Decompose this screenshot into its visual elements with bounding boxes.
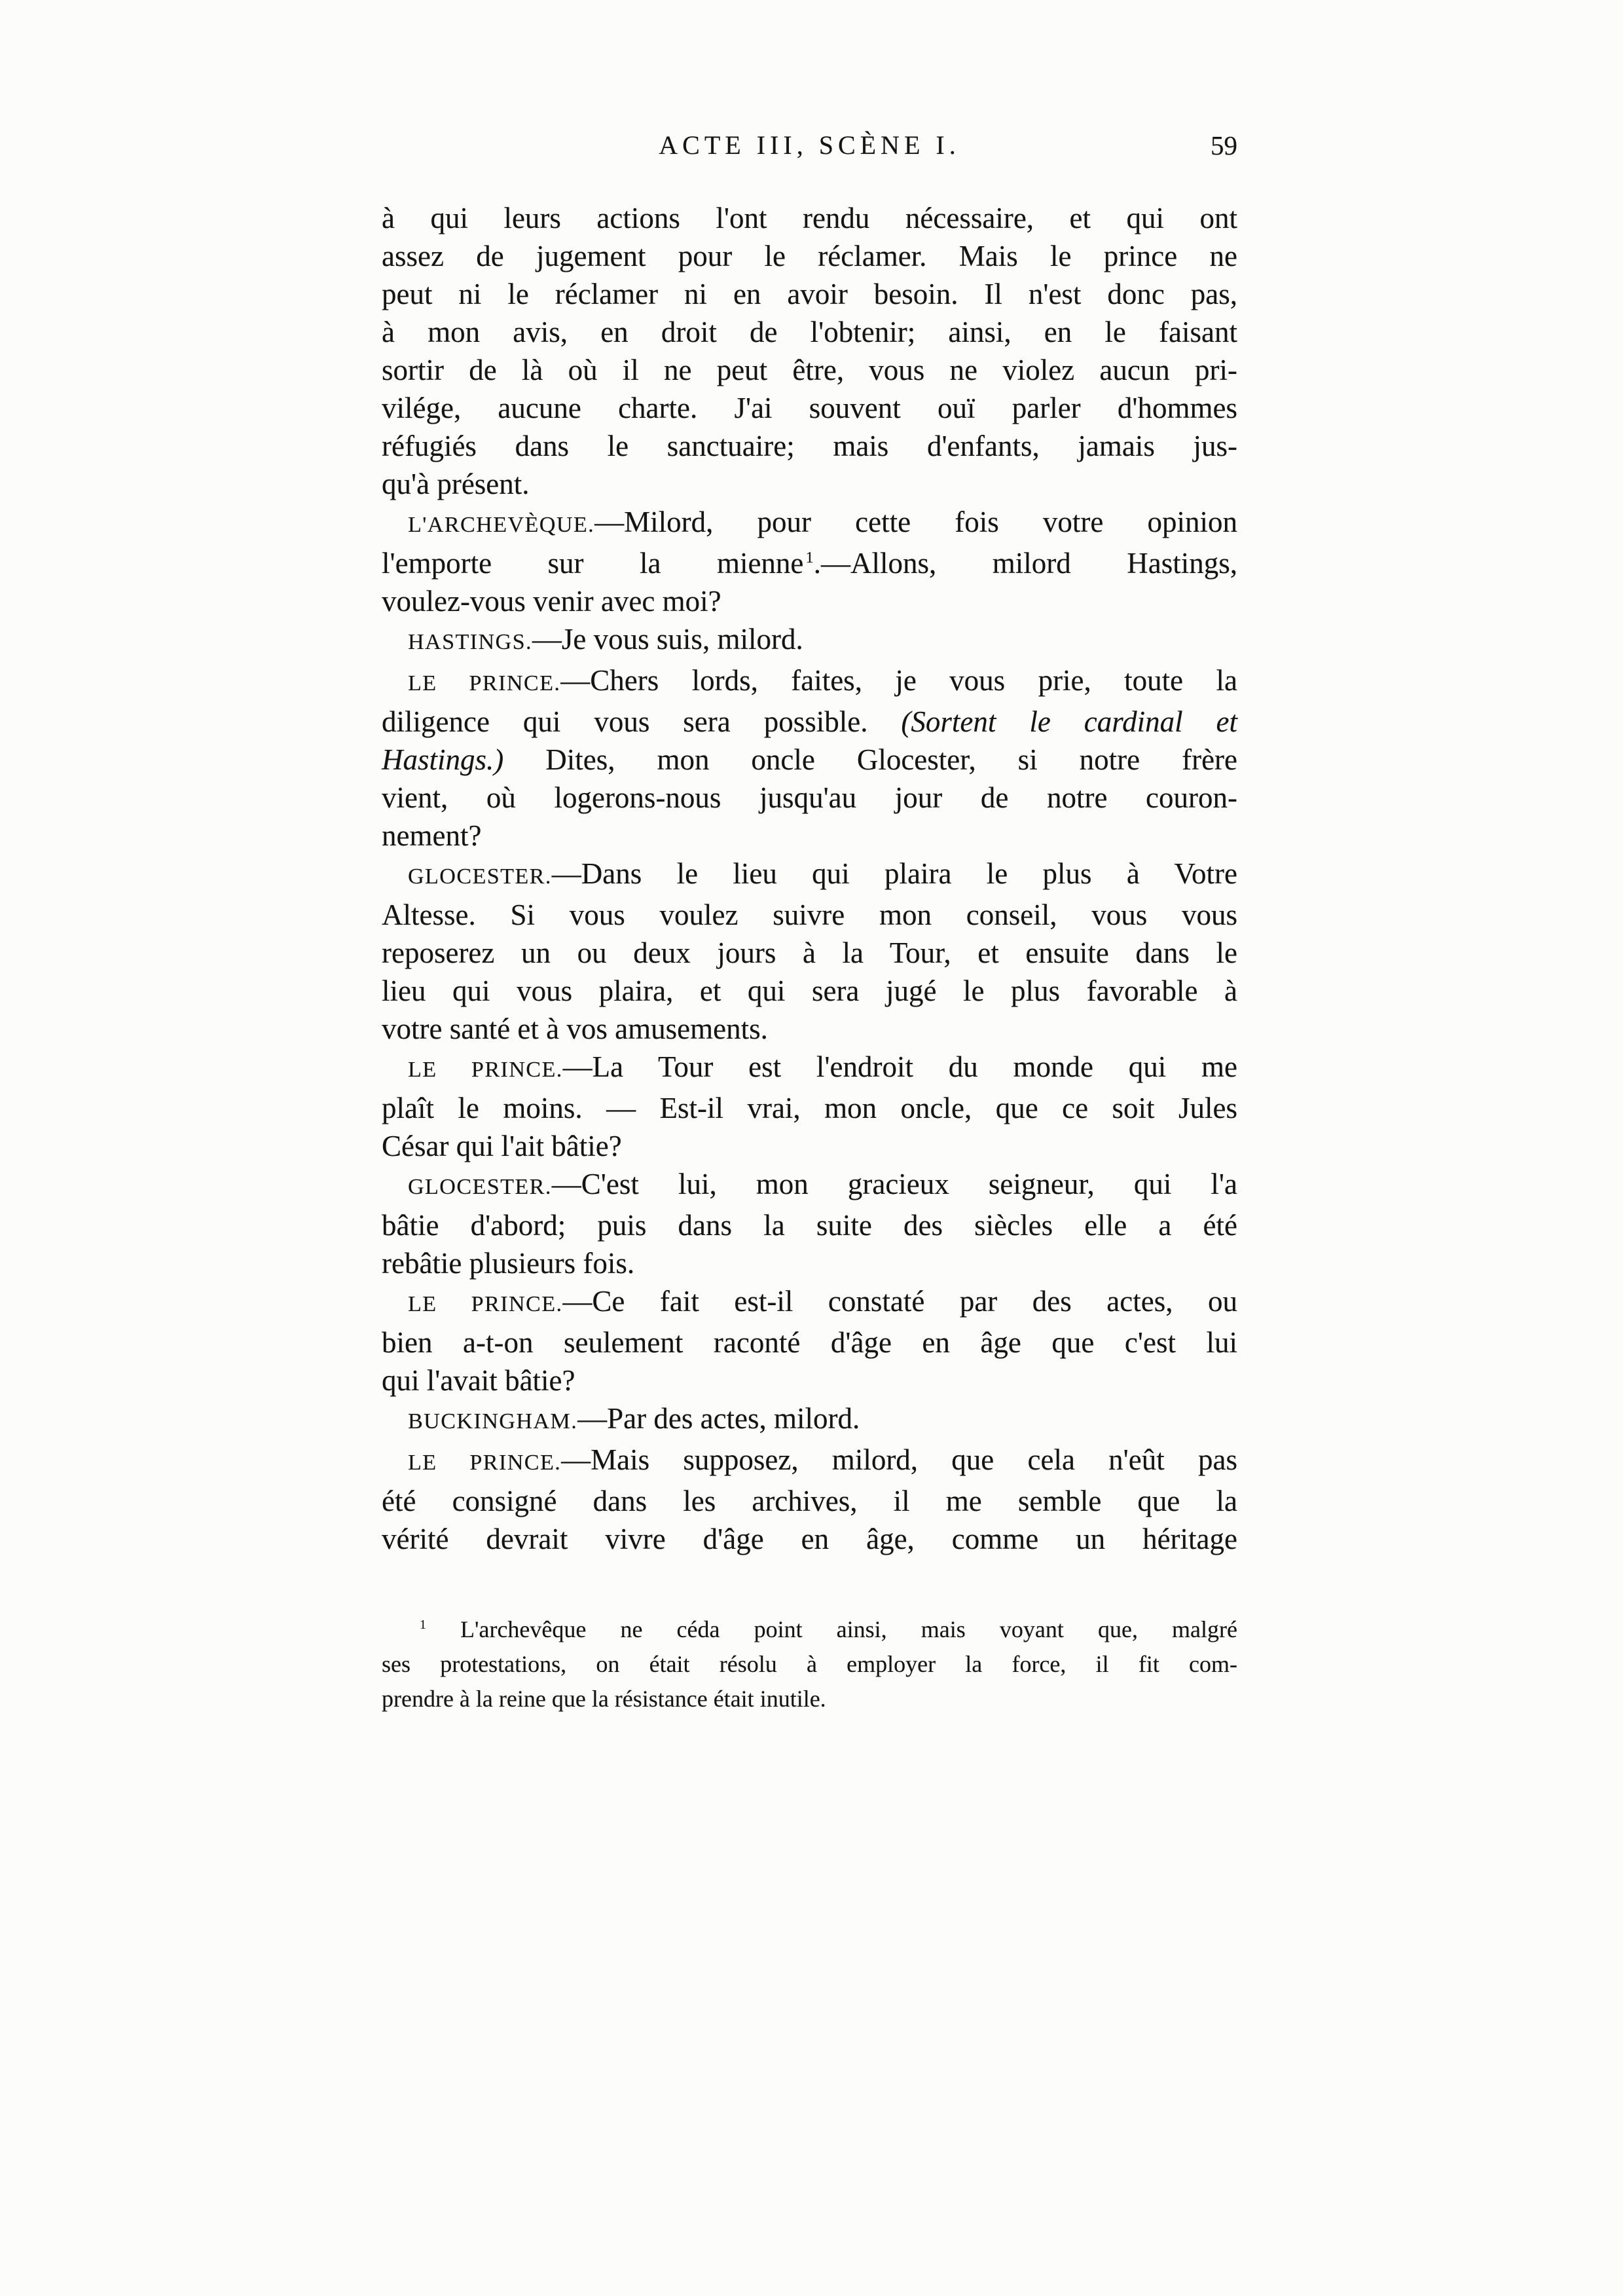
text-line [382, 703, 1237, 741]
text-run: —Dans le lieu qui plaira le plus à Votre [551, 857, 1237, 890]
text-line [382, 1399, 1237, 1441]
speaker-name: L'ARCHEVÈQUE. [408, 513, 595, 537]
text-line [382, 199, 1237, 237]
text-run: plaît le moins. — Est-il vrai, mon oncle, que ce soit Jules [382, 1092, 1237, 1124]
text-line [382, 1165, 1237, 1206]
speaker-name: GLOCESTER. [408, 1175, 552, 1199]
text-line [382, 313, 1237, 351]
text-run: —C'est lui, mon gracieux seigneur, qui l'a [551, 1168, 1237, 1200]
paragraph [382, 855, 1237, 1048]
text-run: vilége, aucune charte. J'ai souvent ouï parler d'hommes [382, 392, 1237, 424]
text-line [382, 817, 1237, 855]
text-line [382, 237, 1237, 275]
text-line [382, 1206, 1237, 1244]
text-line [382, 855, 1237, 896]
paragraph [382, 503, 1237, 620]
text-run: à qui leurs actions l'ont rendu nécessaire, et qui ont [382, 202, 1237, 234]
paragraph [382, 1165, 1237, 1282]
text-run: César qui l'ait bâtie? [382, 1130, 622, 1162]
stage-direction: Hastings.) [382, 743, 504, 776]
paragraph [382, 1048, 1237, 1165]
speaker-name: BUCKINGHAM. [408, 1409, 578, 1434]
text-run: lieu qui vous plaira, et qui sera jugé le plus favorable à [382, 974, 1237, 1007]
text-run: l'emporte sur la mienne [382, 547, 804, 580]
speaker-name: HASTINGS. [408, 630, 532, 654]
text-run: —Mais supposez, milord, que cela n'eût pas [561, 1443, 1237, 1476]
text-run: votre santé et à vos amusements. [382, 1012, 768, 1045]
speaker-name: LE PRINCE. [408, 1292, 563, 1316]
text-line [382, 1089, 1237, 1127]
text-run: diligence qui vous sera possible. [382, 705, 902, 738]
text-line [382, 1612, 1237, 1647]
text-line [382, 741, 1237, 779]
text-line [382, 1520, 1237, 1558]
text-run: réfugiés dans le sanctuaire; mais d'enfants, jamais jus- [382, 430, 1237, 462]
text-run: sortir de là où il ne peut être, vous ne violez aucun pri- [382, 354, 1237, 386]
text-run: —Par des actes, milord. [577, 1402, 860, 1435]
text-run: à mon avis, en droit de l'obtenir; ainsi, en le faisant [382, 316, 1237, 348]
text-line [382, 620, 1237, 661]
text-line [382, 1048, 1237, 1089]
text-line [382, 661, 1237, 703]
text-line [382, 465, 1237, 503]
text-run: Dites, mon oncle Glocester, si notre frère [503, 743, 1237, 776]
text-run: vient, où logerons-nous jusqu'au jour de notre couron- [382, 781, 1237, 814]
text-line [382, 1324, 1237, 1361]
text-line [382, 582, 1237, 620]
paragraph [382, 661, 1237, 855]
text-line [382, 1441, 1237, 1482]
text-run: voulez-vous venir avec moi? [382, 585, 721, 618]
speaker-name: LE PRINCE. [408, 1058, 563, 1082]
paragraph [382, 1399, 1237, 1441]
paragraph [382, 620, 1237, 661]
header-title: ACTE III, SCÈNE I. [659, 130, 960, 160]
text-run: qui l'avait bâtie? [382, 1364, 575, 1397]
text-run: qu'à présent. [382, 468, 530, 500]
text-line [382, 351, 1237, 389]
text-line [382, 503, 1237, 544]
text-line [382, 972, 1237, 1010]
text-line [382, 1361, 1237, 1399]
text-run: —Je vous suis, milord. [532, 623, 803, 656]
text-run: reposerez un ou deux jours à la Tour, et ensuite dans le [382, 936, 1237, 969]
footnote-ref: 1 [420, 1618, 426, 1632]
text-line [382, 1482, 1237, 1520]
text-run: été consigné dans les archives, il me semble que la [382, 1485, 1237, 1517]
text-run: vérité devrait vivre d'âge en âge, comme un héritage [382, 1523, 1237, 1555]
text-run: nement? [382, 819, 482, 852]
text-run: bien a-t-on seulement raconté d'âge en âge que c'est lui [382, 1326, 1237, 1359]
text-line [382, 389, 1237, 427]
speaker-name: GLOCESTER. [408, 864, 552, 889]
text-run: prendre à la reine que la résistance était inutile. [382, 1686, 826, 1712]
speaker-name: LE PRINCE. [408, 1451, 562, 1475]
text-line [382, 779, 1237, 817]
text-run: bâtie d'abord; puis dans la suite des siècles elle a été [382, 1209, 1237, 1242]
text-line [382, 427, 1237, 465]
text-line [382, 1647, 1237, 1682]
text-line [382, 934, 1237, 972]
text-run: peut ni le réclamer ni en avoir besoin. Il n'est donc pas, [382, 278, 1237, 310]
body-text [382, 199, 1237, 1558]
text-line [382, 1682, 1237, 1716]
paragraph [382, 1282, 1237, 1399]
text-run: —Milord, pour cette fois votre opinion [594, 506, 1237, 538]
text-run: —Chers lords, faites, je vous prie, toute la [560, 664, 1237, 697]
footnote-ref: 1 [805, 549, 814, 566]
running-header [382, 126, 1237, 165]
text-run: —Ce fait est-il constaté par des actes, ou [562, 1285, 1237, 1318]
page-number: 59 [1211, 130, 1237, 160]
paragraph [382, 199, 1237, 503]
text-line [382, 275, 1237, 313]
stage-direction: (Sortent le cardinal et [901, 705, 1238, 738]
text-run: L'archevêque ne céda point ainsi, mais voyant que, malgré [426, 1616, 1237, 1642]
text-line [382, 1244, 1237, 1282]
text-run: .—Allons, milord Hastings, [813, 547, 1237, 580]
text-run: assez de jugement pour le réclamer. Mais le prince ne [382, 240, 1237, 272]
text-run: Altesse. Si vous voulez suivre mon conseil, vous vous [382, 898, 1237, 931]
footnote [382, 1612, 1237, 1716]
paragraph [382, 1441, 1237, 1558]
text-line [382, 1282, 1237, 1324]
speaker-name: LE PRINCE. [408, 671, 561, 695]
text-line [382, 1010, 1237, 1048]
text-run: ses protestations, on était résolu à employer la force, il fit com- [382, 1651, 1237, 1677]
text-run: —La Tour est l'endroit du monde qui me [562, 1050, 1237, 1083]
text-line [382, 1127, 1237, 1165]
text-line [382, 896, 1237, 934]
text-run: rebâtie plusieurs fois. [382, 1247, 635, 1280]
text-line [382, 544, 1237, 582]
